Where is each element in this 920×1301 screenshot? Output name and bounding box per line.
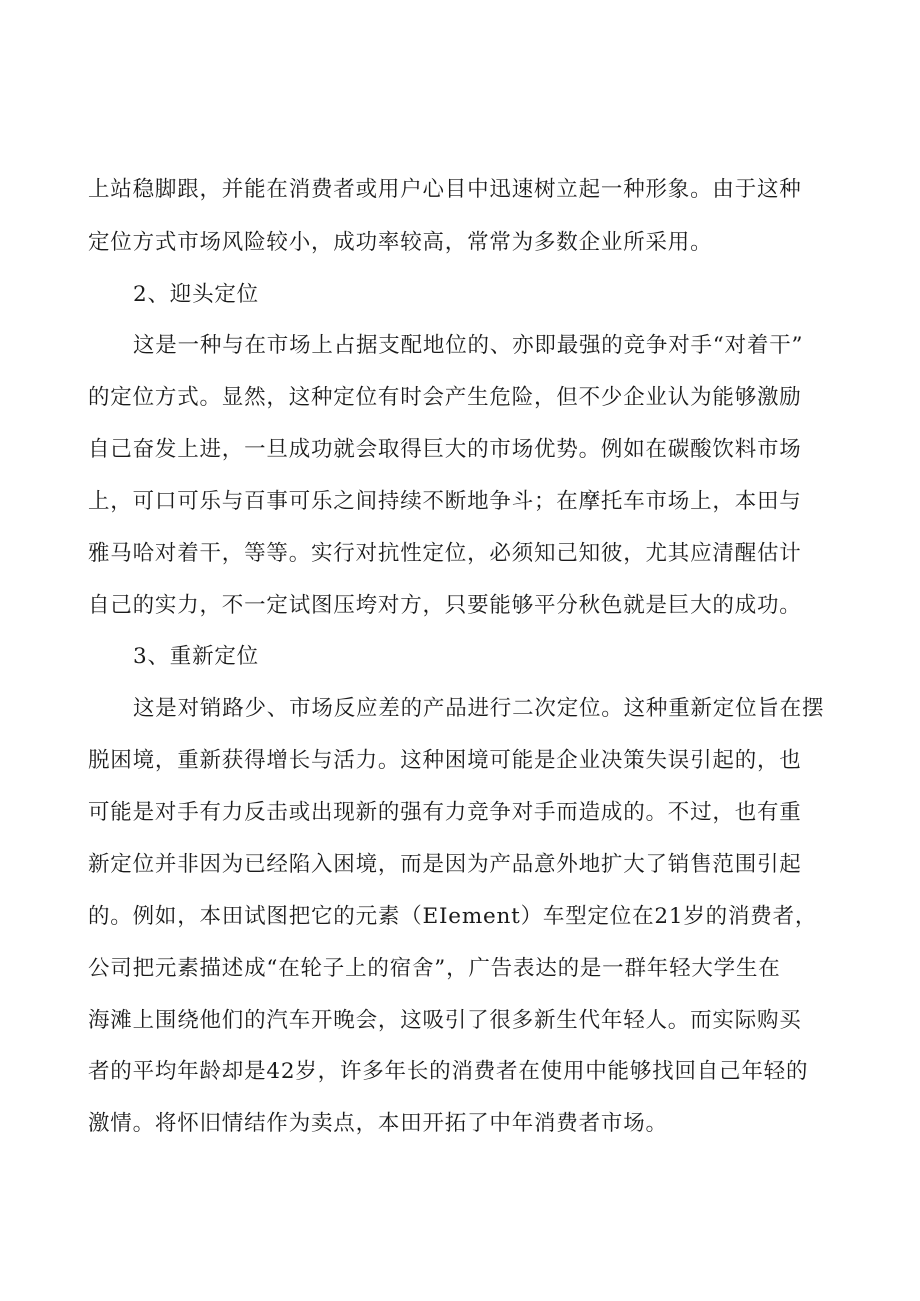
section-heading: 2、迎头定位 <box>133 282 259 307</box>
paragraph-line: 上，可口可乐与百事可乐之间持续不断地争斗；在摩托车市场上，本田与 <box>88 489 802 514</box>
paragraph-line: 这是对销路少、市场反应差的产品进行二次定位。这种重新定位旨在摆 <box>133 696 825 721</box>
paragraph-line: 自己的实力，不一定试图压垮对方，只要能够平分秋色就是巨大的成功。 <box>88 593 802 618</box>
paragraph-line: 定位方式市场风险较小，成功率较高，常常为多数企业所采用。 <box>88 230 713 255</box>
paragraph-line: 的。例如，本田试图把它的元素（EIement）车型定位在21岁的消费者， <box>88 904 818 929</box>
section-heading: 3、重新定位 <box>133 644 259 669</box>
paragraph-line: 公司把元素描述成“在轮子上的宿舍”，广告表达的是一群年轻大学生在 <box>88 956 781 981</box>
paragraph-line: 上站稳脚跟，并能在消费者或用户心目中迅速树立起一种形象。由于这种 <box>88 177 802 202</box>
paragraph-line: 者的平均年龄却是42岁，许多年长的消费者在使用中能够找回自己年轻的 <box>88 1059 809 1084</box>
paragraph-line: 可能是对手有力反击或出现新的强有力竞争对手而造成的。不过，也有重 <box>88 800 802 825</box>
paragraph-line: 海滩上围绕他们的汽车开晚会，这吸引了很多新生代年轻人。而实际购买 <box>88 1008 802 1033</box>
paragraph-line: 新定位并非因为已经陷入困境，而是因为产品意外地扩大了销售范围引起 <box>88 852 802 877</box>
paragraph-line: 自己奋发上进，一旦成功就会取得巨大的市场优势。例如在碳酸饮料市场 <box>88 437 802 462</box>
paragraph-line: 脱困境，重新获得增长与活力。这种困境可能是企业决策失误引起的，也 <box>88 748 802 773</box>
paragraph-line: 雅马哈对着干，等等。实行对抗性定位，必须知己知彼，尤其应清醒估计 <box>88 541 802 566</box>
paragraph-line: 这是一种与在市场上占据支配地位的、亦即最强的竞争对手“对着干” <box>133 333 804 358</box>
paragraph-line: 的定位方式。显然，这种定位有时会产生危险，但不少企业认为能够激励 <box>88 385 802 410</box>
paragraph-line: 激情。将怀旧情结作为卖点，本田开拓了中年消费者市场。 <box>88 1111 668 1136</box>
